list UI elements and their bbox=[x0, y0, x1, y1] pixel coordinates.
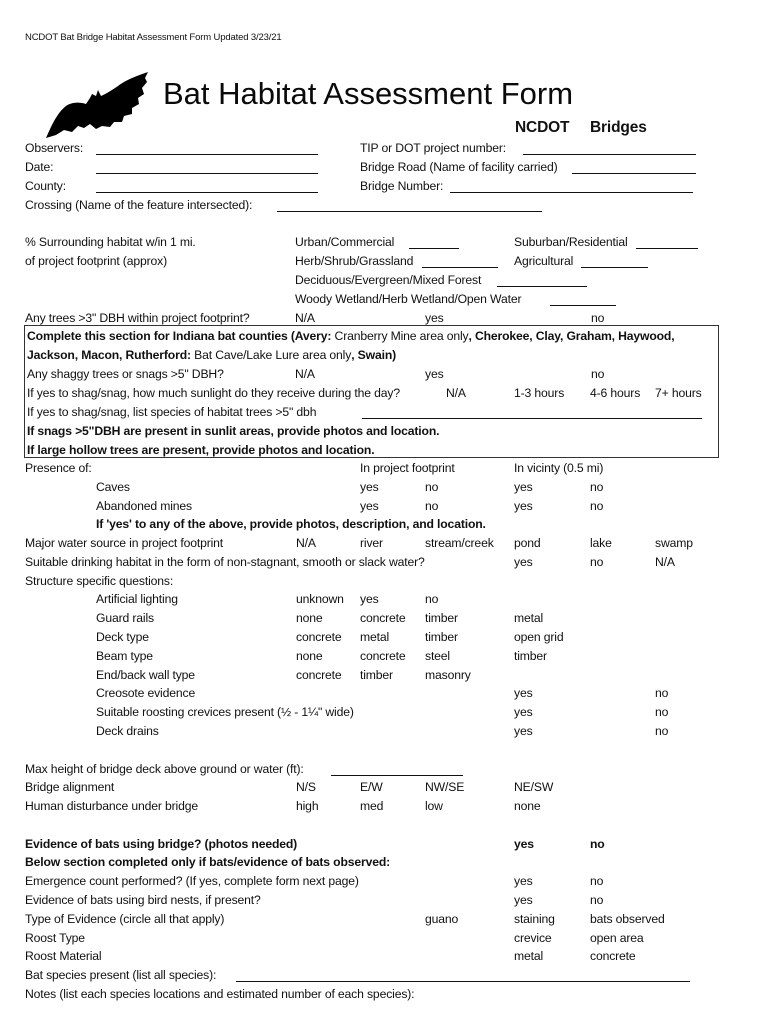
snags-note: If snags >5"DBH are present in sunlit areas, provide photos and location. bbox=[27, 424, 440, 438]
suburban-label: Suburban/Residential bbox=[514, 235, 628, 249]
caves-vicinity-yes[interactable]: yes bbox=[514, 480, 533, 494]
alignment-option-nesw[interactable]: NE/SW bbox=[514, 780, 554, 794]
crevices-option-no[interactable]: no bbox=[655, 705, 669, 719]
water-option-river[interactable]: river bbox=[360, 536, 383, 550]
habitat-label-2: of project footprint (approx) bbox=[25, 254, 167, 268]
sunlight-option-na[interactable]: N/A bbox=[446, 386, 466, 400]
page-title: Bat Habitat Assessment Form bbox=[163, 76, 574, 111]
guard-rails-option-metal[interactable]: metal bbox=[514, 611, 544, 625]
alignment-option-ns[interactable]: N/S bbox=[296, 780, 316, 794]
emergence-option-no[interactable]: no bbox=[590, 874, 604, 888]
date-input[interactable] bbox=[96, 173, 318, 174]
creosote-option-no[interactable]: no bbox=[655, 686, 669, 700]
date-label: Date: bbox=[25, 160, 54, 174]
structure-label: Structure specific questions: bbox=[25, 574, 174, 588]
lighting-option-yes[interactable]: yes bbox=[360, 592, 379, 606]
roost-type-crevice[interactable]: crevice bbox=[514, 931, 552, 945]
indiana-intro-line2 bbox=[27, 348, 396, 363]
guard-rails-option-concrete[interactable]: concrete bbox=[360, 611, 406, 625]
agricultural-input[interactable] bbox=[581, 267, 648, 268]
habitat-label-1: % Surrounding habitat w/in 1 mi. bbox=[25, 235, 196, 249]
water-option-na[interactable]: N/A bbox=[296, 536, 316, 550]
water-option-pond[interactable]: pond bbox=[514, 536, 541, 550]
suburban-input[interactable] bbox=[636, 248, 698, 249]
roost-material-concrete[interactable]: concrete bbox=[590, 949, 636, 963]
crevices-option-yes[interactable]: yes bbox=[514, 705, 533, 719]
shaggy-option-no[interactable]: no bbox=[591, 367, 605, 381]
creosote-option-yes[interactable]: yes bbox=[514, 686, 533, 700]
bridge-road-label: Bridge Road (Name of facility carried) bbox=[360, 160, 558, 174]
indiana-intro-line1 bbox=[27, 329, 674, 344]
indiana-intro-bold-3: Jackson, Macon, Rutherford: bbox=[27, 348, 191, 362]
water-option-stream[interactable]: stream/creek bbox=[425, 536, 494, 550]
caves-label: Caves bbox=[96, 480, 130, 494]
trees-option-yes[interactable]: yes bbox=[425, 311, 444, 325]
wall-type-option-masonry[interactable]: masonry bbox=[425, 668, 471, 682]
roost-material-metal[interactable]: metal bbox=[514, 949, 544, 963]
crevices-label: Suitable roosting crevices present (½ - 1¼" wide) bbox=[96, 705, 354, 719]
max-height-label: Max height of bridge deck above ground or water (ft): bbox=[25, 762, 304, 776]
deck-drains-option-no[interactable]: no bbox=[655, 724, 669, 738]
bridge-number-input[interactable] bbox=[450, 192, 693, 193]
evidence-option-no[interactable]: no bbox=[590, 837, 605, 851]
observers-label: Observers: bbox=[25, 141, 84, 155]
disturbance-option-high[interactable]: high bbox=[296, 799, 319, 813]
crossing-input[interactable] bbox=[277, 211, 542, 212]
roost-type-open-area[interactable]: open area bbox=[590, 931, 644, 945]
sunlight-option-1-3[interactable]: 1-3 hours bbox=[514, 386, 565, 400]
form-version-note: NCDOT Bat Bridge Habitat Assessment Form Updated 3/23/21 bbox=[25, 32, 282, 43]
water-option-swamp[interactable]: swamp bbox=[655, 536, 693, 550]
wetland-input[interactable] bbox=[550, 305, 616, 306]
urban-label: Urban/Commercial bbox=[295, 235, 395, 249]
disturbance-label: Human disturbance under bridge bbox=[25, 799, 199, 813]
wall-type-label: End/back wall type bbox=[96, 668, 195, 682]
wetland-label: Woody Wetland/Herb Wetland/Open Water bbox=[295, 292, 522, 306]
bridge-road-input[interactable] bbox=[572, 173, 696, 174]
beam-type-label: Beam type bbox=[96, 649, 153, 663]
alignment-option-nwse[interactable]: NW/SE bbox=[425, 780, 465, 794]
category-label: Bridges bbox=[590, 119, 647, 136]
mines-vicinity-yes[interactable]: yes bbox=[514, 499, 533, 513]
evidence-type-guano[interactable]: guano bbox=[425, 912, 459, 926]
evidence-type-label: Type of Evidence (circle all that apply) bbox=[25, 912, 225, 926]
deck-type-option-concrete[interactable]: concrete bbox=[296, 630, 342, 644]
drinking-habitat-label: Suitable drinking habitat in the form of non-stagnant, smooth or slack water? bbox=[25, 555, 425, 569]
presence-label: Presence of: bbox=[25, 461, 92, 475]
indiana-intro-bold-2: , Cherokee, Clay, Graham, Haywood, bbox=[468, 329, 675, 343]
evidence-option-yes[interactable]: yes bbox=[514, 837, 534, 851]
trees-option-na[interactable]: N/A bbox=[295, 311, 315, 325]
mines-footprint-yes[interactable]: yes bbox=[360, 499, 379, 513]
shaggy-option-yes[interactable]: yes bbox=[425, 367, 444, 381]
hollow-trees-note: If large hollow trees are present, provide photos and location. bbox=[27, 443, 375, 457]
disturbance-option-none[interactable]: none bbox=[514, 799, 541, 813]
species-trees-question: If yes to shag/snag, list species of habitat trees >5" dbh bbox=[27, 405, 317, 419]
bat-silhouette-icon bbox=[44, 72, 152, 140]
urban-input[interactable] bbox=[409, 248, 459, 249]
deck-type-option-metal[interactable]: metal bbox=[360, 630, 390, 644]
guard-rails-label: Guard rails bbox=[96, 611, 154, 625]
roost-material-label: Roost Material bbox=[25, 949, 102, 963]
county-input[interactable] bbox=[96, 192, 318, 193]
sunlight-option-7plus[interactable]: 7+ hours bbox=[655, 386, 702, 400]
creosote-label: Creosote evidence bbox=[96, 686, 196, 700]
indiana-intro-normal-2: Bat Cave/Lake Lure area only bbox=[190, 348, 352, 362]
water-source-label: Major water source in project footprint bbox=[25, 536, 224, 550]
lighting-label: Artificial lighting bbox=[96, 592, 178, 606]
herb-label: Herb/Shrub/Grassland bbox=[295, 254, 414, 268]
beam-type-option-timber[interactable]: timber bbox=[514, 649, 547, 663]
species-trees-input[interactable] bbox=[362, 418, 702, 419]
guard-rails-option-none[interactable]: none bbox=[296, 611, 323, 625]
bridge-number-label: Bridge Number: bbox=[360, 179, 444, 193]
wall-type-option-concrete[interactable]: concrete bbox=[296, 668, 342, 682]
deck-type-label: Deck type bbox=[96, 630, 149, 644]
presence-col-vicinity: In vicinty (0.5 mi) bbox=[514, 461, 604, 475]
agency-label: NCDOT bbox=[515, 119, 570, 136]
agricultural-label: Agricultural bbox=[514, 254, 574, 268]
evidence-type-staining[interactable]: staining bbox=[514, 912, 555, 926]
alignment-option-ew[interactable]: E/W bbox=[360, 780, 383, 794]
indiana-intro-bold-1: Complete this section for Indiana bat counties (Avery: bbox=[27, 329, 332, 343]
crossing-label: Crossing (Name of the feature intersected): bbox=[25, 198, 253, 212]
mines-vicinity-no[interactable]: no bbox=[590, 499, 604, 513]
forest-input[interactable] bbox=[497, 286, 587, 287]
deck-drains-option-yes[interactable]: yes bbox=[514, 724, 533, 738]
presence-col-footprint: In project footprint bbox=[360, 461, 455, 475]
county-label: County: bbox=[25, 179, 66, 193]
tip-number-input[interactable] bbox=[523, 154, 696, 155]
presence-note: If 'yes' to any of the above, provide photos, description, and location. bbox=[96, 517, 486, 531]
sunlight-option-4-6[interactable]: 4-6 hours bbox=[590, 386, 641, 400]
mines-label: Abandoned mines bbox=[96, 499, 192, 513]
indiana-intro-bold-4: , Swain) bbox=[351, 348, 397, 362]
caves-vicinity-no[interactable]: no bbox=[590, 480, 604, 494]
evidence-type-bats-observed[interactable]: bats observed bbox=[590, 912, 665, 926]
shaggy-option-na[interactable]: N/A bbox=[295, 367, 315, 381]
evidence-question: Evidence of bats using bridge? (photos needed) bbox=[25, 837, 298, 851]
trees-option-no[interactable]: no bbox=[591, 311, 605, 325]
emergence-label: Emergence count performed? (If yes, complete form next page) bbox=[25, 874, 359, 888]
bird-nests-option-no[interactable]: no bbox=[590, 893, 604, 907]
drinking-option-yes[interactable]: yes bbox=[514, 555, 533, 569]
caves-footprint-yes[interactable]: yes bbox=[360, 480, 379, 494]
bird-nests-option-yes[interactable]: yes bbox=[514, 893, 533, 907]
disturbance-option-med[interactable]: med bbox=[360, 799, 384, 813]
mines-footprint-no[interactable]: no bbox=[425, 499, 439, 513]
bird-nests-label: Evidence of bats using bird nests, if present? bbox=[25, 893, 261, 907]
guard-rails-option-timber[interactable]: timber bbox=[425, 611, 458, 625]
deck-type-option-open-grid[interactable]: open grid bbox=[514, 630, 564, 644]
herb-input[interactable] bbox=[422, 267, 498, 268]
observers-input[interactable] bbox=[96, 154, 318, 155]
forest-label: Deciduous/Evergreen/Mixed Forest bbox=[295, 273, 482, 287]
lighting-option-unknown[interactable]: unknown bbox=[296, 592, 344, 606]
indiana-intro-normal-1: Cranberry Mine area only bbox=[331, 329, 469, 343]
bat-species-input[interactable] bbox=[236, 981, 690, 982]
beam-type-option-steel[interactable]: steel bbox=[425, 649, 450, 663]
deck-type-option-timber[interactable]: timber bbox=[425, 630, 458, 644]
alignment-label: Bridge alignment bbox=[25, 780, 115, 794]
drinking-option-no[interactable]: no bbox=[590, 555, 604, 569]
water-option-lake[interactable]: lake bbox=[590, 536, 612, 550]
notes-label: Notes (list each species locations and estimated number of each species): bbox=[25, 987, 415, 1001]
evidence-section-note: Below section completed only if bats/evidence of bats observed: bbox=[25, 855, 391, 869]
tip-number-label: TIP or DOT project number: bbox=[360, 141, 507, 155]
drinking-option-na[interactable]: N/A bbox=[655, 555, 675, 569]
wall-type-option-timber[interactable]: timber bbox=[360, 668, 393, 682]
lighting-option-no[interactable]: no bbox=[425, 592, 439, 606]
max-height-input[interactable] bbox=[331, 775, 463, 776]
roost-type-label: Roost Type bbox=[25, 931, 85, 945]
caves-footprint-no[interactable]: no bbox=[425, 480, 439, 494]
beam-type-option-none[interactable]: none bbox=[296, 649, 323, 663]
trees-question: Any trees >3" DBH within project footprint? bbox=[25, 311, 250, 325]
deck-drains-label: Deck drains bbox=[96, 724, 159, 738]
shaggy-question: Any shaggy trees or snags >5" DBH? bbox=[27, 367, 224, 381]
sunlight-question: If yes to shag/snag, how much sunlight do they receive during the day? bbox=[27, 386, 400, 400]
bat-species-label: Bat species present (list all species): bbox=[25, 968, 217, 982]
disturbance-option-low[interactable]: low bbox=[425, 799, 443, 813]
beam-type-option-concrete[interactable]: concrete bbox=[360, 649, 406, 663]
emergence-option-yes[interactable]: yes bbox=[514, 874, 533, 888]
